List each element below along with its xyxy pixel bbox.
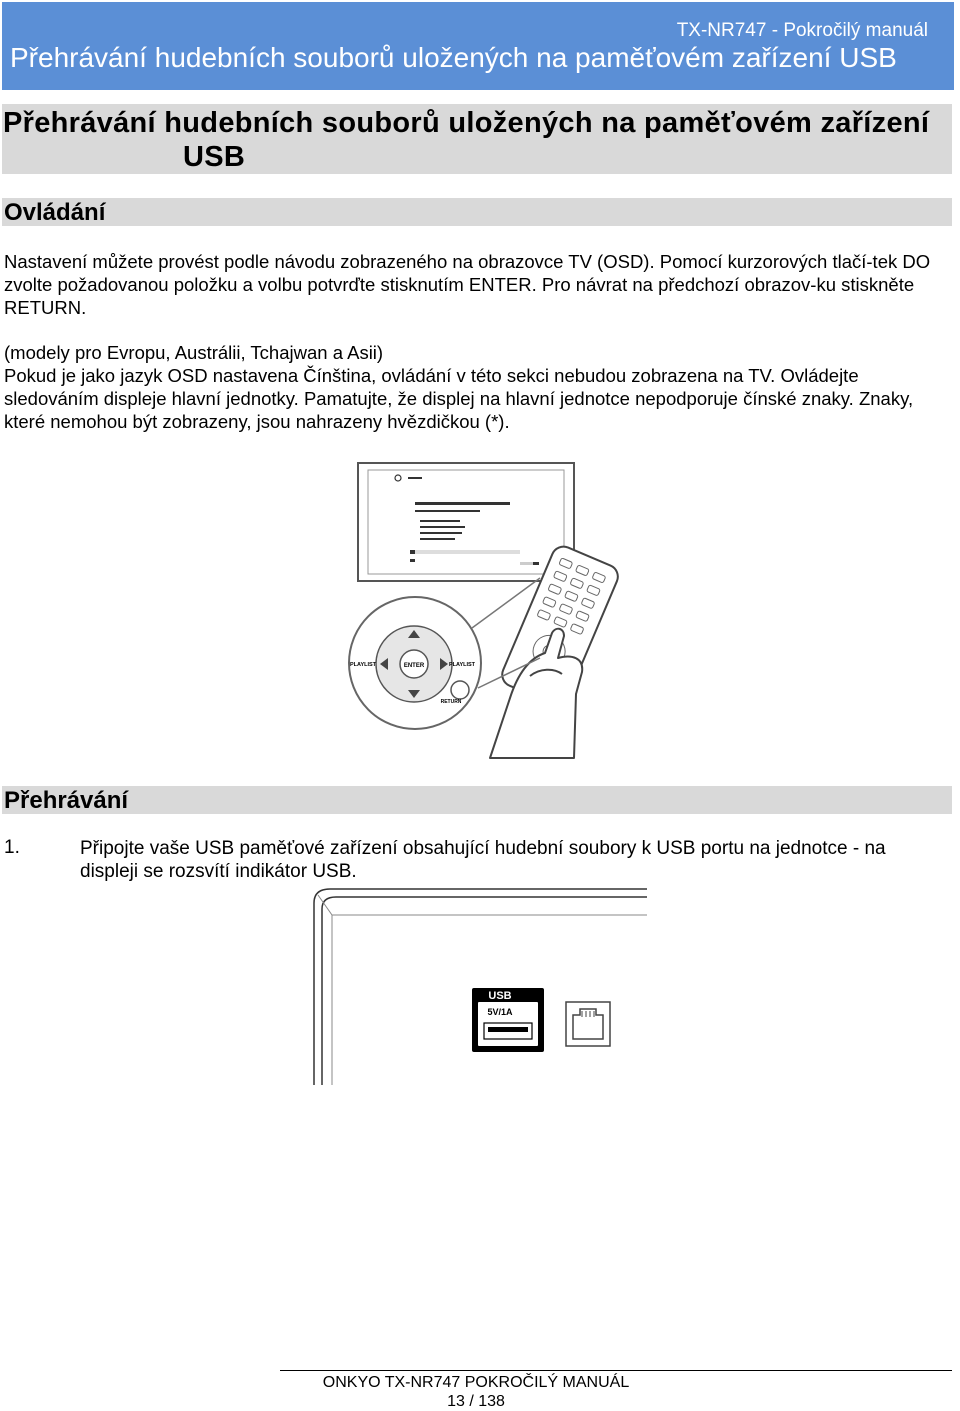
enter-label: ENTER <box>403 663 425 669</box>
step-1-text: Připojte vaše USB paměťové zařízení obsahující hudební soubory k USB portu na jednotce - na displeji se rozsvítí indikátor USB. <box>80 838 886 882</box>
tv-remote-illustration <box>340 458 620 768</box>
return-label: RETURN <box>440 699 462 705</box>
footer-manual-name: ONKYO TX-NR747 POKROČILÝ MANUÁL <box>322 1374 630 1391</box>
return-key-name: RETURN <box>4 297 82 318</box>
usb-port-label: USB <box>488 990 512 1002</box>
manual-name: TX-NR747 - Pokročilý manuál <box>676 20 928 41</box>
usb-port-illustration <box>310 885 655 1090</box>
page-header-title: Přehrávání hudebních souborů uložených na paměťovém zařízení USB <box>10 42 897 73</box>
footer <box>280 1373 672 1411</box>
ovladani-paragraph-1: Nastavení můžete provést podle návodu zobrazeného na obrazovce TV (OSD). Pomocí kurzorových tlačí-tek DO zvolte požadovanou položku a volbu potvrďte stisknutím ENTER. Pro návrat na předchozí obrazov-ku stiskněte RETURN. <box>4 251 931 318</box>
ovladani-paragraph-2 <box>4 341 950 433</box>
ovladani-heading: Ovládání <box>4 199 106 226</box>
enter-key-name: ENTER <box>468 274 532 295</box>
prehravani-heading-bar <box>2 786 952 814</box>
usb-rating-label: 5V/1A <box>487 1007 513 1017</box>
ethernet-port-icon <box>566 1002 610 1046</box>
playlist-right-label: PLAYLIST <box>448 662 476 668</box>
header-banner <box>2 2 954 90</box>
section-title-line1: Přehrávání hudebních souborů uložených na paměťovém zařízení <box>3 107 930 139</box>
prehravani-heading: Přehrávání <box>4 787 129 814</box>
footer-divider <box>280 1370 952 1371</box>
section-title <box>3 106 951 174</box>
chinese-osd-note: Pokud je jako jazyk OSD nastavena Čínština, ovládání v této sekci nebudou zobrazena na TV. Ovládejte sledováním displeje hlavní jednotky. Pamatujte, že displej na hlavní jednotce nepodporuje čínské znaky. Znaky, které nemohou být zobrazeny, jsou nahrazeny hvězdičkou (*). <box>4 365 914 432</box>
models-note: (modely pro Evropu, Austrálii, Tchajwan a Asii) <box>4 342 384 363</box>
playlist-left-label: PLAYLIST <box>349 662 377 668</box>
page-number: 13 / 138 <box>447 1393 505 1410</box>
usb-indicator-name: USB <box>312 861 352 882</box>
section-title-line2: USB <box>183 141 246 173</box>
tv-icon <box>358 463 574 581</box>
ovladani-heading-bar <box>2 198 952 226</box>
step-1-number: 1. <box>4 837 20 858</box>
usb-port-icon <box>472 988 544 1052</box>
